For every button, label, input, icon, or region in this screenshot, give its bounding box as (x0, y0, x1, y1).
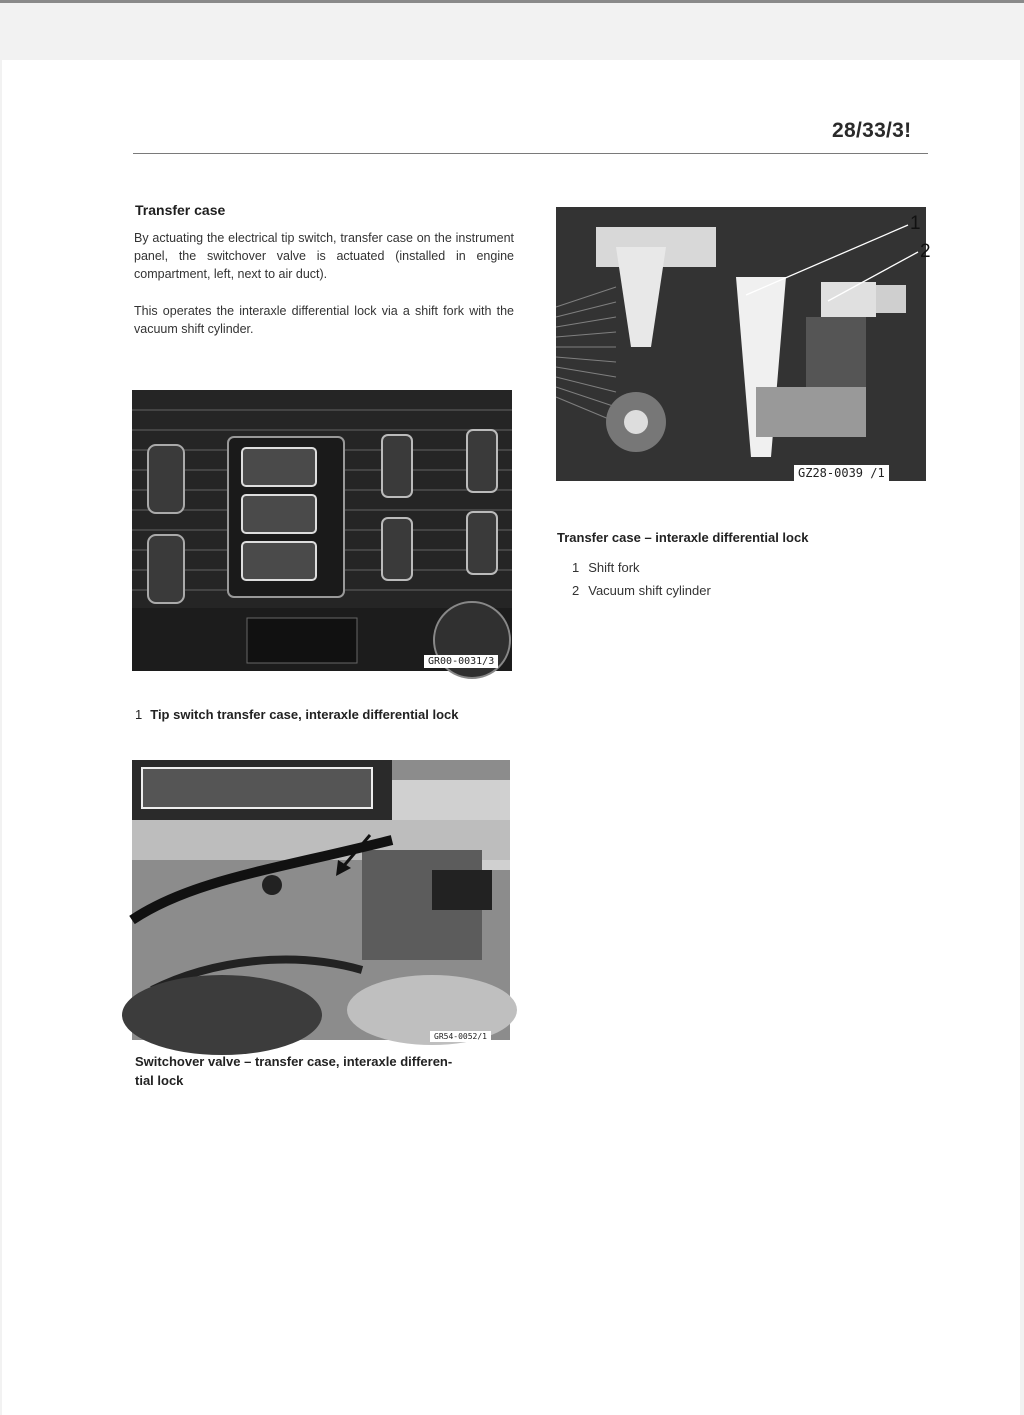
tip-switch-panel-photo (132, 390, 512, 671)
body-paragraph-1: By actuating the electrical tip switch, transfer case on the instrument panel, the switchover valve is actuated (installed in engine compartment, left, next to air duct). (134, 231, 514, 281)
section-heading: Transfer case (135, 202, 226, 218)
legend-item (572, 579, 711, 602)
switchover-valve-figure-code: GR54-0052/1 (430, 1031, 491, 1042)
page-number: 28/33/3! (832, 119, 912, 142)
switchover-valve-photo (132, 760, 510, 1040)
legend-label: Vacuum shift cylinder (588, 583, 711, 598)
tip-switch-caption-text: Tip switch transfer case, interaxle differential lock (150, 707, 459, 722)
body-paragraph-2: This operates the interaxle differential lock via a shift fork with the vacuum shift cylinder. (134, 304, 514, 336)
transfer-case-figure-code: GZ28-0039 /1 (794, 465, 889, 481)
tip-switch-caption (135, 706, 459, 724)
switchover-valve-caption-line-1: Switchover valve – transfer case, interaxle differen- (135, 1054, 453, 1069)
tip-switch-caption-number: 1 (135, 707, 143, 722)
switchover-valve-caption-line-2: tial lock (135, 1073, 184, 1088)
top-border (0, 0, 1024, 3)
header-rule (133, 153, 928, 154)
callout-1-number: 1 (910, 213, 921, 234)
transfer-case-caption: Transfer case – interaxle differential lock (557, 530, 809, 545)
transfer-case-illustration (556, 207, 931, 481)
legend-number: 2 (572, 583, 580, 598)
legend-number: 1 (572, 560, 580, 575)
transfer-case-legend (572, 556, 711, 602)
callout-2-number: 2 (920, 241, 931, 262)
legend-label: Shift fork (588, 560, 640, 575)
legend-item (572, 556, 711, 579)
tip-switch-figure-code: GR00-0031/3 (424, 655, 498, 668)
